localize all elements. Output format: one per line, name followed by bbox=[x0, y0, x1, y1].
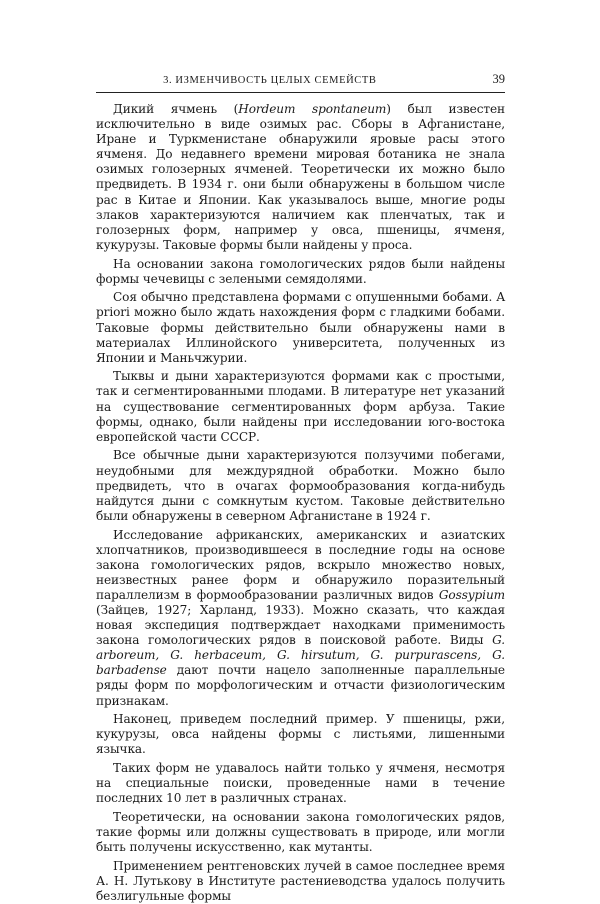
text-run: Соя обычно представлена формами с опушенными бобами. A priori можно было ждать нахождения форм с гладкими бобами. Таковые формы действительно были обнаружены нами в материалах Иллинойского университета, полученных из Японии и Маньчжурии. bbox=[96, 290, 505, 365]
text-run: Наконец, приведем последний пример. У пшеницы, ржи, кукурузы, овса найдены формы с листьями, лишенными язычка. bbox=[96, 712, 505, 757]
text-run: Теоретически, на основании закона гомологических рядов, такие формы или должны существовать в природе, или могли быть получены искусственно, как мутанты. bbox=[96, 809, 505, 855]
body-text bbox=[96, 102, 505, 904]
text-run: Применением рентгеновских лучей в самое последнее время А. Н. Лутькову в Институте растениеводства удалось получить безлигульные формы bbox=[96, 858, 505, 904]
text-run: (Зайцев, 1927; Харланд, 1933). Можно сказать, что каждая новая экспедиция подтверждает находками применимость закона гомологических рядов в поисковой работе. Виды bbox=[96, 602, 505, 648]
paragraph bbox=[96, 102, 505, 253]
paragraph bbox=[96, 369, 505, 444]
text-run: дают почти нацело заполненные параллельные ряды форм по морфологическим и отчасти физиологическим признакам. bbox=[96, 663, 505, 708]
text-run: Таких форм не удавалось найти только у ячменя, несмотря на специальные поиски, проведенные нами в течение последних 10 лет в различных странах. bbox=[96, 761, 505, 806]
paragraph bbox=[96, 528, 505, 709]
text-run: Дикий ячмень ( bbox=[113, 102, 239, 116]
paragraph bbox=[96, 257, 505, 287]
paragraph bbox=[96, 290, 505, 365]
italic-text: G. arboreum, G. herbaceum, G. hirsutum, G. purpurascens, G. barbadense bbox=[96, 633, 505, 678]
text-run: ) был известен исключительно в виде озимых рас. Сборы в Афганистане, Иране и Туркменистане обнаружили яровые расы этого ячменя. До недавнего времени мировая ботаника не знала озимых голозерных ячменей. Теоретически их можно было предвидеть. В 1934 г. они были обнаружены в большом числе рас в Китае и Японии. Как указывалось выше, многие роды злаков характеризуются наличием как пленчатых, так и голозерных форм, например у овса, пшеницы, ячменя, кукурузы. Таковые формы были найдены у проса. bbox=[96, 102, 505, 252]
text-run: Тыквы и дыни характеризуются формами как с простыми, так и сегментированными плодами. В литературе нет указаний на существование сегментированных форм арбуза. Такие формы, однако, были найдены при исследовании юго-востока европейской части СССР. bbox=[96, 369, 505, 444]
text-run: Исследование африканских, американских и азиатских хлопчатников, производившееся в последние годы на основе закона гомологических рядов, вскрыло множество новых, неизвестных ранее форм и обнаружило поразительный параллелизм в формообразовании различных видов bbox=[96, 527, 505, 602]
paragraph bbox=[96, 712, 505, 757]
running-header bbox=[96, 72, 505, 93]
page-number: 39 bbox=[492, 72, 505, 86]
paragraph bbox=[96, 859, 505, 904]
text-run: На основании закона гомологических рядов были найдены формы чечевицы с зелеными семядолями. bbox=[96, 256, 505, 286]
italic-text: Gossypium bbox=[438, 587, 505, 602]
text-run: Все обычные дыни характеризуются ползучими побегами, неудобными для междурядной обработки. Можно было предвидеть, что в очагах формообразования когда-нибудь найдутся дыни с сомкнутым кустом. Таковые действительно были обнаружены в северном Афганистане в 1924 г. bbox=[96, 448, 505, 523]
paragraph bbox=[96, 810, 505, 855]
italic-text: Hordeum spontaneum bbox=[238, 102, 387, 116]
section-title: 3. ИЗМЕНЧИВОСТЬ ЦЕЛЫХ СЕМЕЙСТВ bbox=[163, 75, 377, 86]
paragraph bbox=[96, 448, 505, 523]
paragraph bbox=[96, 761, 505, 806]
